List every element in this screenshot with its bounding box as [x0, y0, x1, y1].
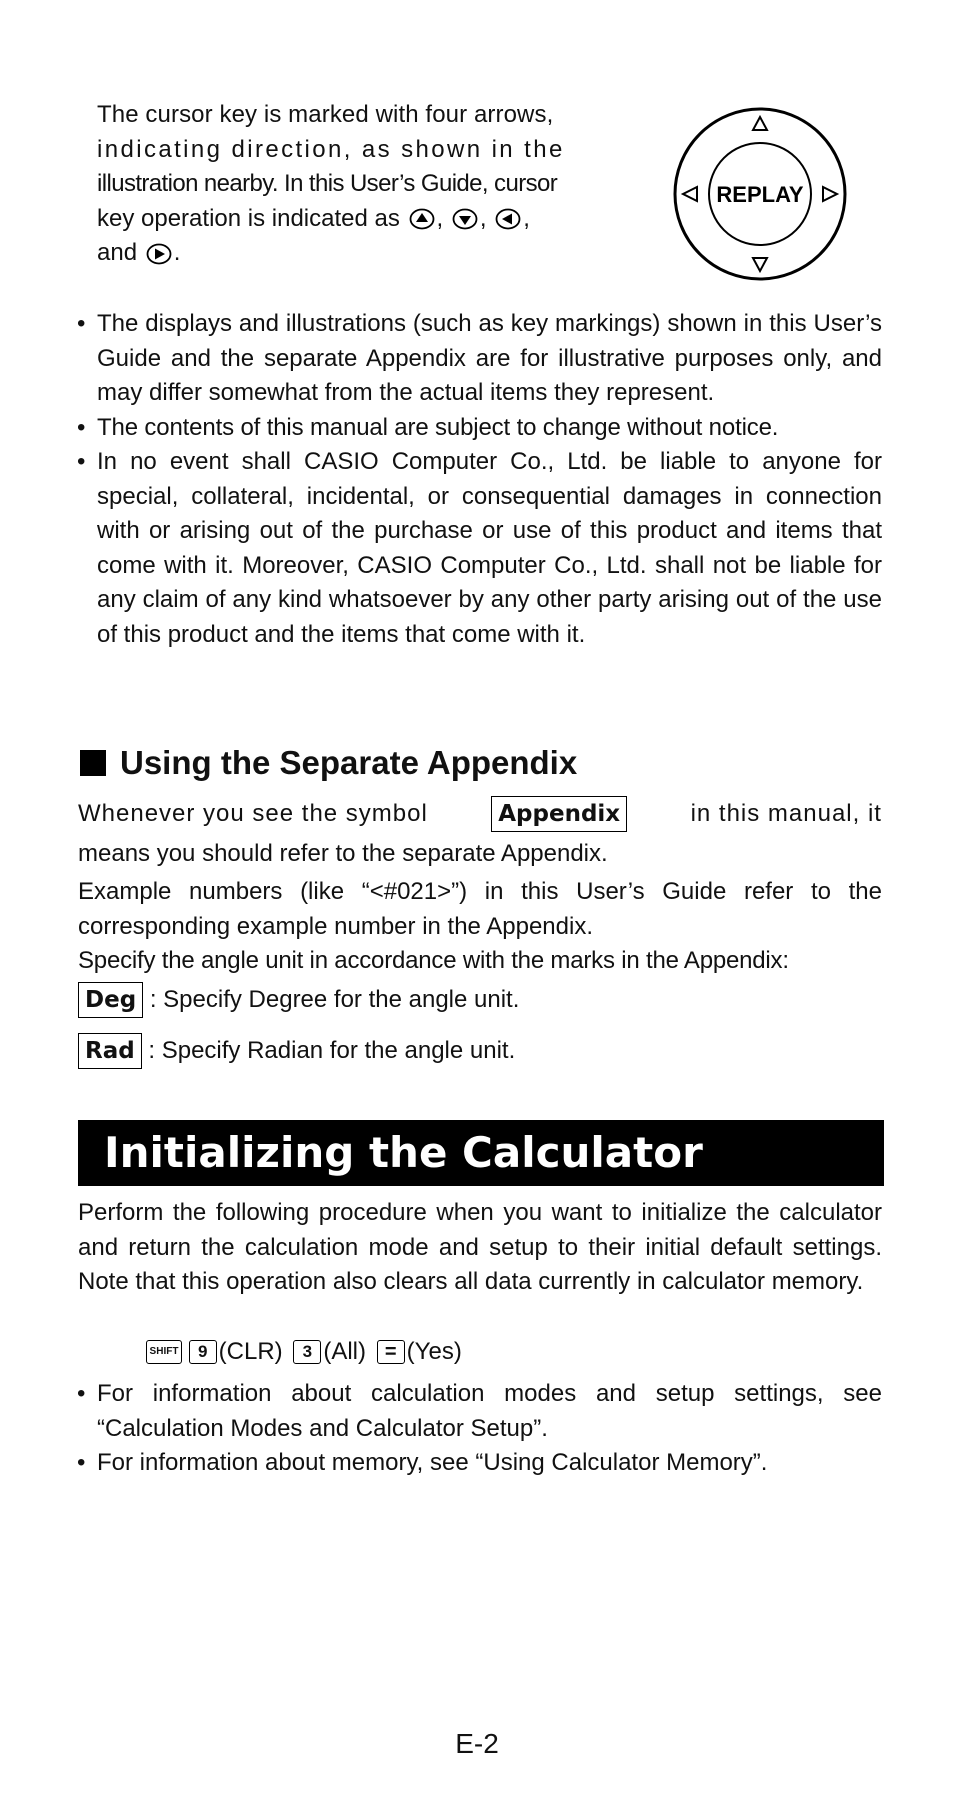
- list-item: • For information about calculation modes and setup settings, see “Calculation Modes and Calculator Setup”.: [77, 1380, 882, 1442]
- cursor-right-icon: [146, 243, 172, 265]
- rad-symbol-box: Rad: [78, 1033, 142, 1069]
- appendix-line: means you should refer to the separate Appendix.: [78, 840, 608, 867]
- down-arrow-icon: [753, 258, 767, 271]
- list-item: • The contents of this manual are subject to change without notice.: [77, 413, 779, 441]
- replay-label: REPLAY: [716, 182, 804, 207]
- cursor-up-icon: [409, 208, 435, 230]
- key-9: 9: [189, 1340, 217, 1364]
- rad-row: Rad : Specify Radian for the angle unit.: [78, 1033, 515, 1069]
- intro-line: indicating direction, as shown in the: [97, 135, 565, 163]
- section-banner: [78, 1120, 884, 1186]
- square-bullet-icon: [80, 750, 106, 776]
- equals-key: =: [377, 1340, 405, 1364]
- banner-title: Initializing the Calculator: [104, 1128, 703, 1177]
- appendix-symbol-line: Whenever you see the symbol Appendix in this manual, it: [78, 796, 882, 832]
- page-number: E-2: [455, 1728, 499, 1759]
- list-item: • In no event shall CASIO Computer Co., Ltd. be liable to anyone for special, collateral, incidental, or consequential damages in connection with or arising out of the purchase or use of this product and items that come with it. Moreover, CASIO Computer Co., Ltd. shall not be liable for any claim of any kind whatsoever by any other party arising out of the use of this product and the items that come with it.: [77, 448, 882, 648]
- list-item: • For information about memory, see “Using Calculator Memory”.: [77, 1449, 768, 1476]
- cursor-key-intro: [97, 98, 625, 271]
- intro-line: illustration nearby. In this User’s Guide, cursor: [97, 170, 558, 197]
- cursor-left-icon: [495, 208, 521, 230]
- key-3: 3: [293, 1340, 321, 1364]
- appendix-symbol-box: Appendix: [491, 796, 627, 832]
- intro-line: key operation is indicated as , , ,: [97, 204, 530, 232]
- shift-key: SHIFT: [146, 1340, 182, 1364]
- key-sequence: SHIFT 9 (CLR) 3 (All) = (Yes): [146, 1337, 466, 1366]
- right-arrow-icon: [823, 187, 837, 201]
- deg-row: Deg : Specify Degree for the angle unit.: [78, 982, 519, 1018]
- section-heading: Using the Separate Appendix: [80, 743, 577, 783]
- intro-line: The cursor key is marked with four arrows,: [97, 101, 554, 128]
- intro-line-text: key operation is indicated as: [97, 204, 400, 232]
- left-arrow-icon: [683, 187, 697, 201]
- list-item: • The displays and illustrations (such as key markings) shown in this User’s Guide and the separate Appendix are for illustrative purposes only, and may differ somewhat from the actual items they represent.: [77, 310, 882, 406]
- replay-cursor-key-illustration: [672, 106, 848, 282]
- info-list: [77, 1377, 882, 1481]
- up-arrow-icon: [753, 117, 767, 130]
- deg-symbol-box: Deg: [78, 982, 143, 1018]
- intro-line: and .: [97, 239, 181, 266]
- init-paragraph: Perform the following procedure when you want to initialize the calculator and return the calculation mode and setup to their initial default settings. Note that this operation also clears all data currently in calculator memory.: [78, 1199, 882, 1295]
- angle-unit-intro: Specify the angle unit in accordance with the marks in the Appendix:: [78, 947, 789, 974]
- example-paragraph: Example numbers (like “<#021>”) in this User’s Guide refer to the corresponding example number in the Appendix.: [78, 878, 882, 940]
- notice-list: [77, 307, 882, 652]
- cursor-down-icon: [452, 208, 478, 230]
